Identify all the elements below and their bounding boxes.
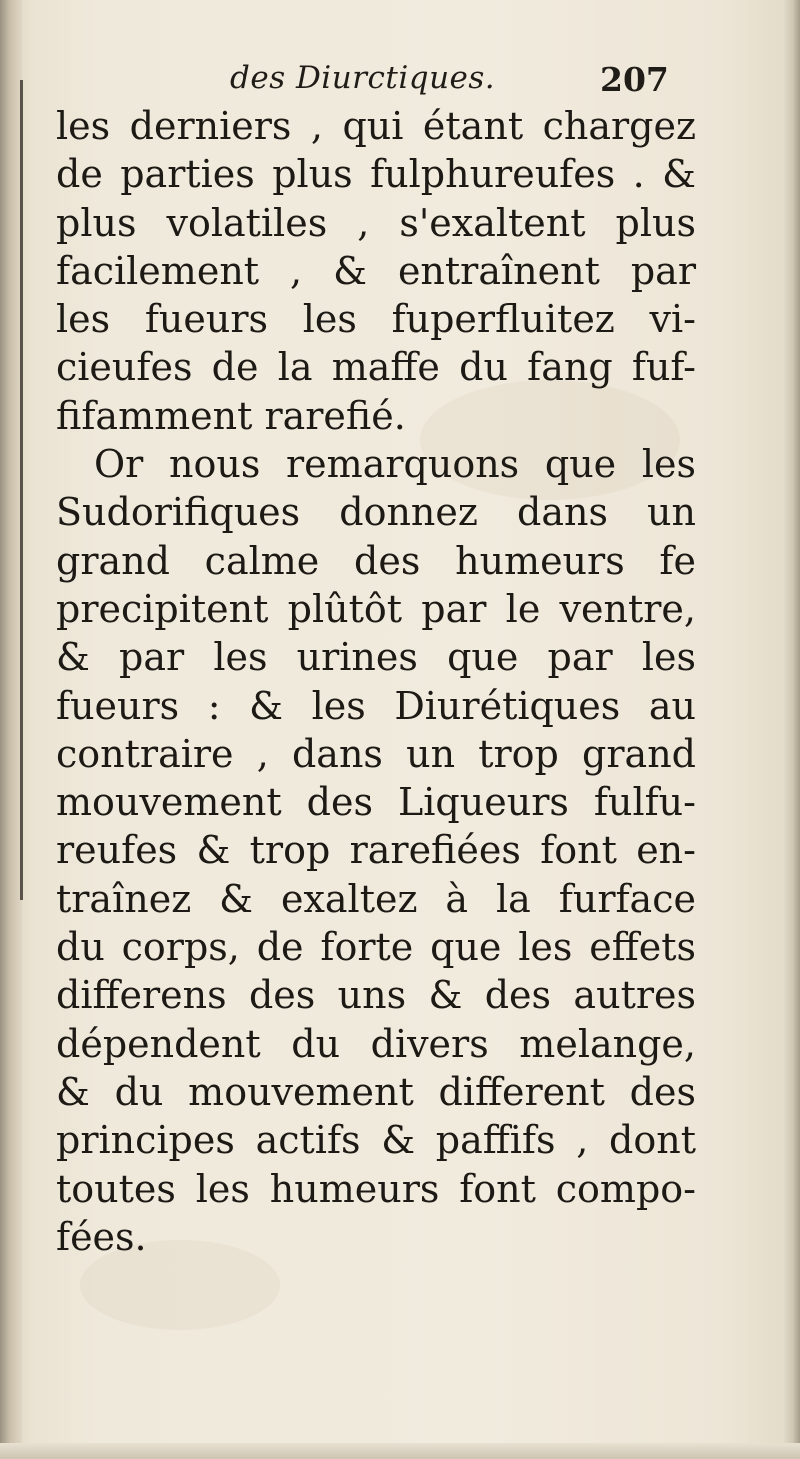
text-line: fueurs : & les Diurétiques au [56, 683, 696, 728]
text-line: les derniers , qui étant chargez [56, 104, 696, 148]
page-number: 207 [600, 60, 669, 99]
text-line: precipitent plûtôt par le ventre, [56, 586, 696, 631]
page-header [0, 58, 800, 104]
text-line: toutes les humeurs font compo- [56, 1166, 696, 1211]
text-line: de parties plus fulphureufes . & [56, 152, 696, 197]
page-bottom-edge [0, 1443, 800, 1459]
text-line: dépendent du divers melange, [56, 1021, 696, 1066]
text-line: reufes & trop rarefiées font en- [56, 828, 696, 873]
text-line: grand calme des humeurs fe [56, 538, 696, 583]
body-text [56, 102, 696, 1261]
text-line: les fueurs les fuperfluitez vi- [56, 297, 696, 342]
text-line: & du mouvement different des [56, 1069, 696, 1114]
text-line: differens des uns & des autres [56, 973, 696, 1018]
text-line: fifamment rarefié. [56, 393, 406, 438]
text-line: fées. [56, 1214, 147, 1259]
gutter-shadow-line [20, 80, 23, 900]
page-right-edge [782, 0, 800, 1459]
text-line: mouvement des Liqueurs fulfu- [56, 780, 696, 825]
running-title: des Diurctiques. [230, 60, 496, 96]
text-line: Or nous remarquons que les [94, 442, 696, 487]
text-line: principes actifs & paffifs , dont [56, 1118, 696, 1163]
text-line: plus volatiles , s'exaltent plus [56, 200, 696, 245]
binding-gutter [0, 0, 22, 1459]
text-line: contraire , dans un trop grand [56, 731, 696, 776]
text-line: traînez & exaltez à la furface [56, 876, 696, 921]
text-line: Sudorifiques donnez dans un [56, 490, 696, 535]
text-line: & par les urines que par les [56, 635, 696, 680]
text-line: du corps, de forte que les effets [56, 925, 696, 970]
text-line: cieufes de la maffe du fang fuf- [56, 345, 696, 390]
text-line: facilement , & entraînent par [56, 248, 696, 293]
